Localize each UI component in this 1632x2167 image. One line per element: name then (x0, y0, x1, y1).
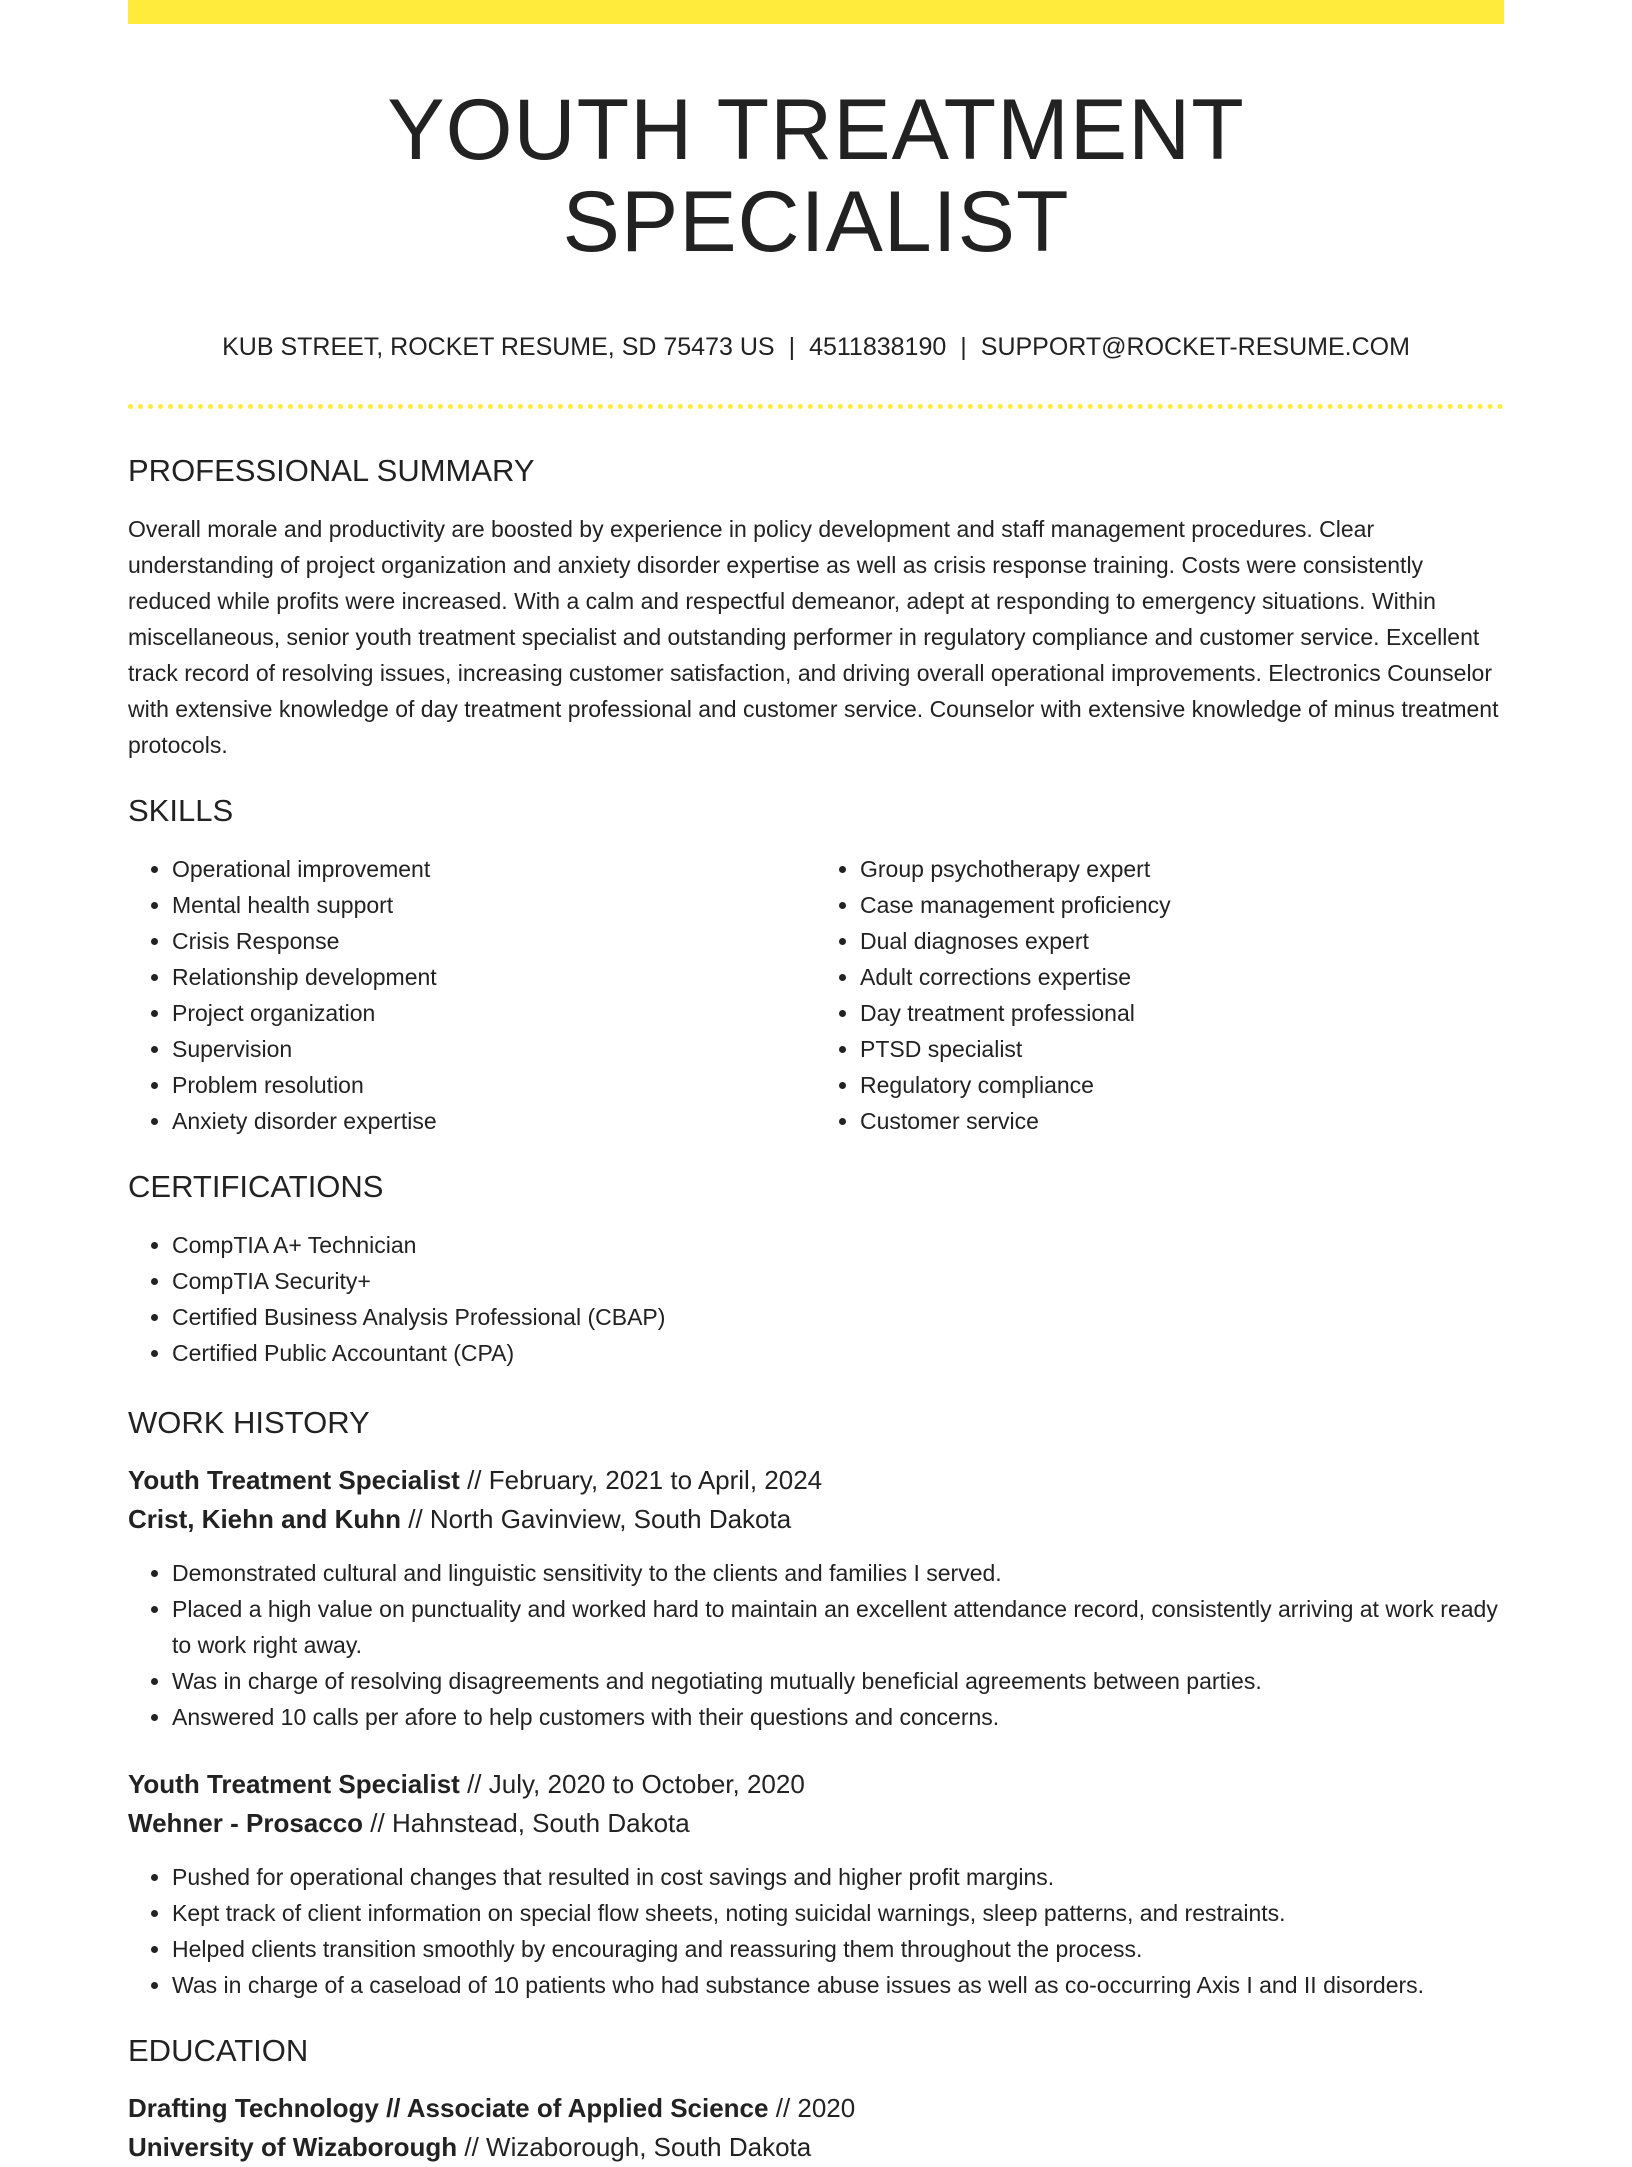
job-bullet: • Helped clients transition smoothly by encouraging and reassuring them throughout the process. (172, 1931, 1504, 1967)
skill-item: • PTSD specialist (860, 1031, 1504, 1067)
contact-email: SUPPORT@ROCKET-RESUME.COM (980, 333, 1410, 361)
job-title: Youth Treatment Specialist (128, 1769, 460, 1799)
skill-item: • Project organization (172, 995, 816, 1031)
job-location: // North Gavinview, South Dakota (408, 1504, 792, 1534)
work-history-heading: WORK HISTORY (128, 1405, 370, 1440)
resume-content (128, 0, 1504, 2167)
skill-item: • Crisis Response (172, 923, 816, 959)
education-degree: Drafting Technology // Associate of Applied Science (128, 2093, 769, 2123)
job-dates: // February, 2021 to April, 2024 (467, 1465, 823, 1495)
job-title: Youth Treatment Specialist (128, 1465, 460, 1495)
job-bullet: • Demonstrated cultural and linguistic sensitivity to the clients and families I served. (172, 1555, 1504, 1591)
contact-line (128, 332, 1504, 362)
job-bullets (128, 1555, 1504, 1735)
skills-heading: SKILLS (128, 793, 234, 828)
skill-item: • Operational improvement (172, 851, 816, 887)
education-location: // Wizaborough, South Dakota (464, 2132, 812, 2162)
skill-item: • Group psychotherapy expert (860, 851, 1504, 887)
job-title-line (128, 1765, 1504, 1804)
job-entry (128, 1461, 1504, 1735)
education-school-line (128, 2128, 1504, 2167)
resume-title: YOUTH TREATMENT SPECIALIST (387, 82, 1245, 270)
skill-item: • Relationship development (172, 959, 816, 995)
skill-item: • Dual diagnoses expert (860, 923, 1504, 959)
skill-item: • Day treatment professional (860, 995, 1504, 1031)
job-bullet: • Kept track of client information on special flow sheets, noting suicidal warnings, sleep patterns, and restraints. (172, 1895, 1504, 1931)
skill-item: • Adult corrections expertise (860, 959, 1504, 995)
certification-item: • Certified Business Analysis Professional (CBAP) (172, 1299, 1504, 1335)
skill-item: • Customer service (860, 1103, 1504, 1139)
certifications-heading: CERTIFICATIONS (128, 1169, 384, 1204)
job-dates: // July, 2020 to October, 2020 (467, 1769, 805, 1799)
certification-item: • CompTIA A+ Technician (172, 1227, 1504, 1263)
certification-item: • CompTIA Security+ (172, 1263, 1504, 1299)
dotted-divider (128, 404, 1504, 409)
summary-heading: PROFESSIONAL SUMMARY (128, 453, 535, 488)
job-bullets (128, 1859, 1504, 2003)
skill-item: • Problem resolution (172, 1067, 816, 1103)
education-year: // 2020 (775, 2093, 856, 2123)
job-company-line (128, 1804, 1504, 1843)
contact-address: KUB STREET, ROCKET RESUME, SD 75473 US (222, 333, 775, 361)
skills-list-left (128, 851, 816, 1139)
job-bullet: • Pushed for operational changes that resulted in cost savings and higher profit margins. (172, 1859, 1504, 1895)
skill-item: • Regulatory compliance (860, 1067, 1504, 1103)
skill-item: • Anxiety disorder expertise (172, 1103, 816, 1139)
contact-phone: 4511838190 (809, 333, 947, 361)
summary-text: Overall morale and productivity are boosted by experience in policy development and staff management procedures. Clear understanding of project organization and anxiety disorder expertise as well as crisis response training. Costs were consistently reduced while profits were increased. With a calm and respectful demeanor, adept at responding to emergency situations. Within miscellaneous, senior youth treatment specialist and outstanding performer in regulatory compliance and customer service. Excellent track record of resolving issues, increasing customer satisfaction, and driving overall operational improvements. Electronics Counselor with extensive knowledge of day treatment professional and customer service. Counselor with extensive knowledge of minus treatment protocols. (128, 516, 1499, 758)
job-bullet: • Answered 10 calls per afore to help customers with their questions and concerns. (172, 1699, 1504, 1735)
job-location: // Hahnstead, South Dakota (370, 1808, 690, 1838)
contact-separator: | (788, 333, 796, 361)
job-bullet: • Was in charge of a caseload of 10 patients who had substance abuse issues as well as co-occurring Axis I and II disorders. (172, 1967, 1504, 2003)
job-company: Wehner - Prosacco (128, 1808, 364, 1838)
job-company: Crist, Kiehn and Kuhn (128, 1504, 401, 1534)
job-bullet: • Placed a high value on punctuality and worked hard to maintain an excellent attendance record, consistently arriving at work ready to work right away. (172, 1591, 1504, 1663)
contact-separator: | (960, 333, 967, 361)
education-degree-line (128, 2089, 1504, 2128)
skills-list-right (816, 851, 1504, 1139)
certification-item: • Certified Public Accountant (CPA) (172, 1335, 1504, 1371)
certifications-list (128, 1227, 1504, 1371)
education-school: University of Wizaborough (128, 2132, 458, 2162)
skill-item: • Supervision (172, 1031, 816, 1067)
skill-item: • Mental health support (172, 887, 816, 923)
job-bullet: • Was in charge of resolving disagreements and negotiating mutually beneficial agreements between parties. (172, 1663, 1504, 1699)
skills-columns (128, 851, 1504, 1139)
education-heading: EDUCATION (128, 2033, 309, 2068)
job-company-line (128, 1500, 1504, 1539)
job-title-line (128, 1461, 1504, 1500)
job-entry (128, 1765, 1504, 2003)
skill-item: • Case management proficiency (860, 887, 1504, 923)
